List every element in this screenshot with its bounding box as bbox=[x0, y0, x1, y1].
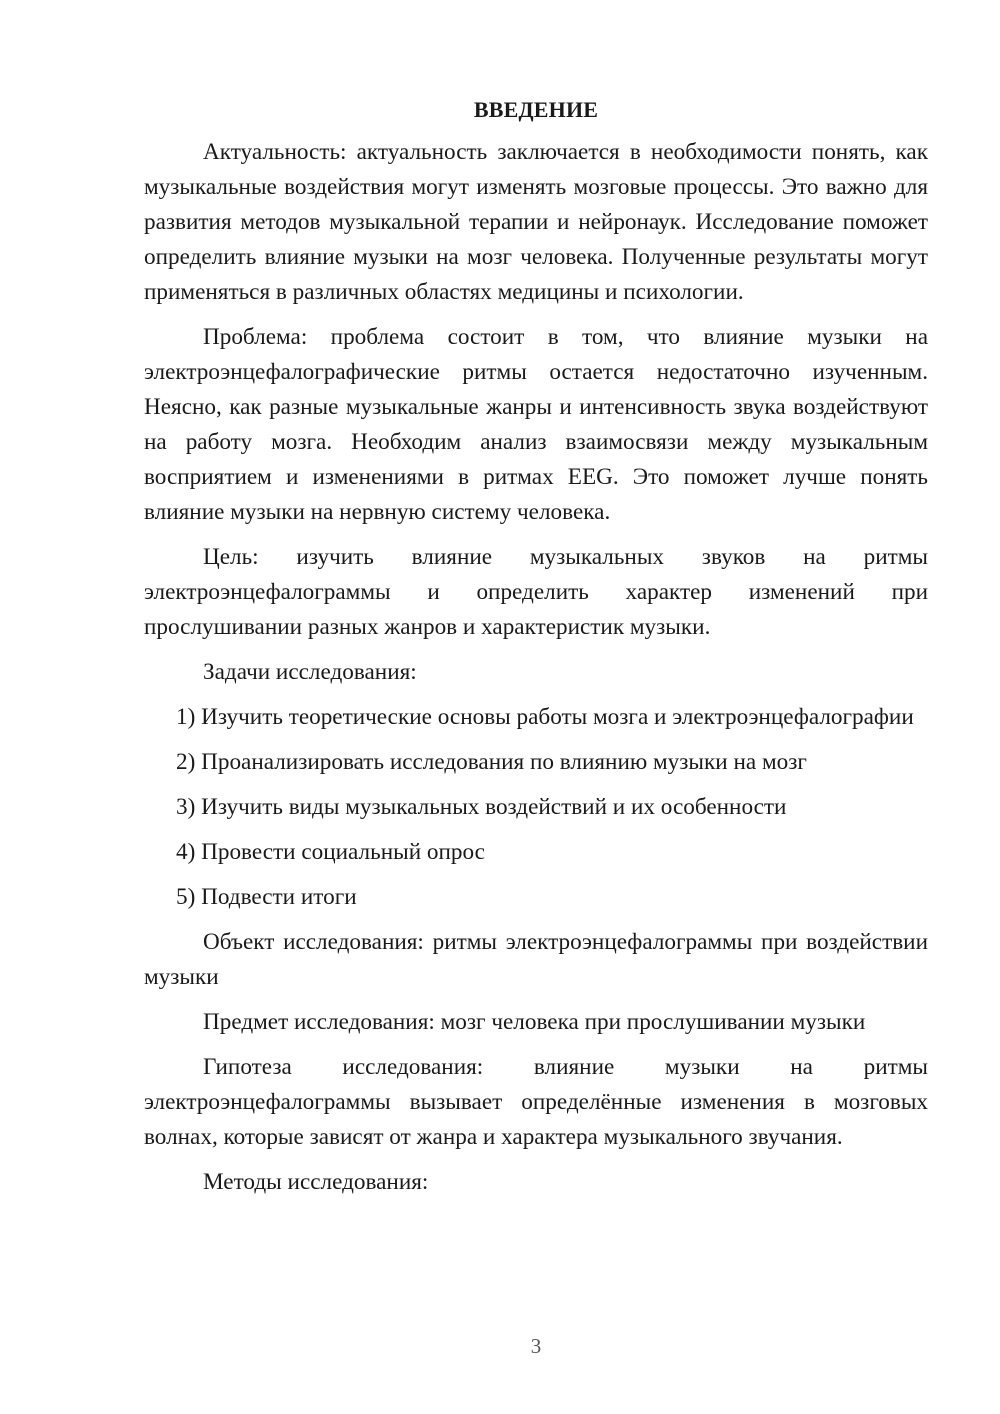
methods-title: Методы исследования: bbox=[203, 1169, 429, 1195]
object-paragraph: Объект исследования: ритмы электроэнцефалограммы при воздействии музыки bbox=[144, 929, 928, 990]
task-item-3: 3) Изучить виды музыкальных воздействий и их особенности bbox=[176, 794, 787, 820]
subject-paragraph: Предмет исследования: мозг человека при прослушивании музыки bbox=[203, 1009, 866, 1035]
page-number: 3 bbox=[530, 1334, 542, 1358]
hypothesis-paragraph: Гипотеза исследования: влияние музыки на ритмы электроэнцефалограммы вызывает определённые изменения в мозговых волнах, которые зависят от жанра и характера музыкального звучания. bbox=[144, 1054, 928, 1150]
task-item-5: 5) Подвести итоги bbox=[176, 884, 357, 910]
task-item-4: 4) Провести социальный опрос bbox=[176, 839, 485, 865]
tasks-title: Задачи исследования: bbox=[203, 659, 417, 685]
document-page bbox=[144, 95, 928, 1210]
problem-paragraph: Проблема: проблема состоит в том, что влияние музыки на электроэнцефалографические ритмы остается недостаточно изученным. Неясно, как разные музыкальные жанры и интенсивность звука воздействуют на работу мозга. Необходим анализ взаимосвязи между музыкальным восприятием и изменениями в ритмах EEG. Это поможет лучше понять влияние музыки на нервную систему человека. bbox=[144, 324, 928, 525]
section-heading: ВВЕДЕНИЕ bbox=[473, 97, 599, 122]
goal-paragraph: Цель: изучить влияние музыкальных звуков на ритмы электроэнцефалограммы и определить характер изменений при прослушивании разных жанров и характеристик музыки. bbox=[144, 544, 928, 640]
task-item-1: 1) Изучить теоретические основы работы мозга и электроэнцефалографии bbox=[176, 704, 914, 730]
relevance-paragraph: Актуальность: актуальность заключается в необходимости понять, как музыкальные воздействия могут изменять мозговые процессы. Это важно для развития методов музыкальной терапии и нейронаук. Исследование поможет определить влияние музыки на мозг человека. Полученные результаты могут применяться в различных областях медицины и психологии. bbox=[144, 139, 928, 305]
task-item-2: 2) Проанализировать исследования по влиянию музыки на мозг bbox=[176, 749, 807, 775]
